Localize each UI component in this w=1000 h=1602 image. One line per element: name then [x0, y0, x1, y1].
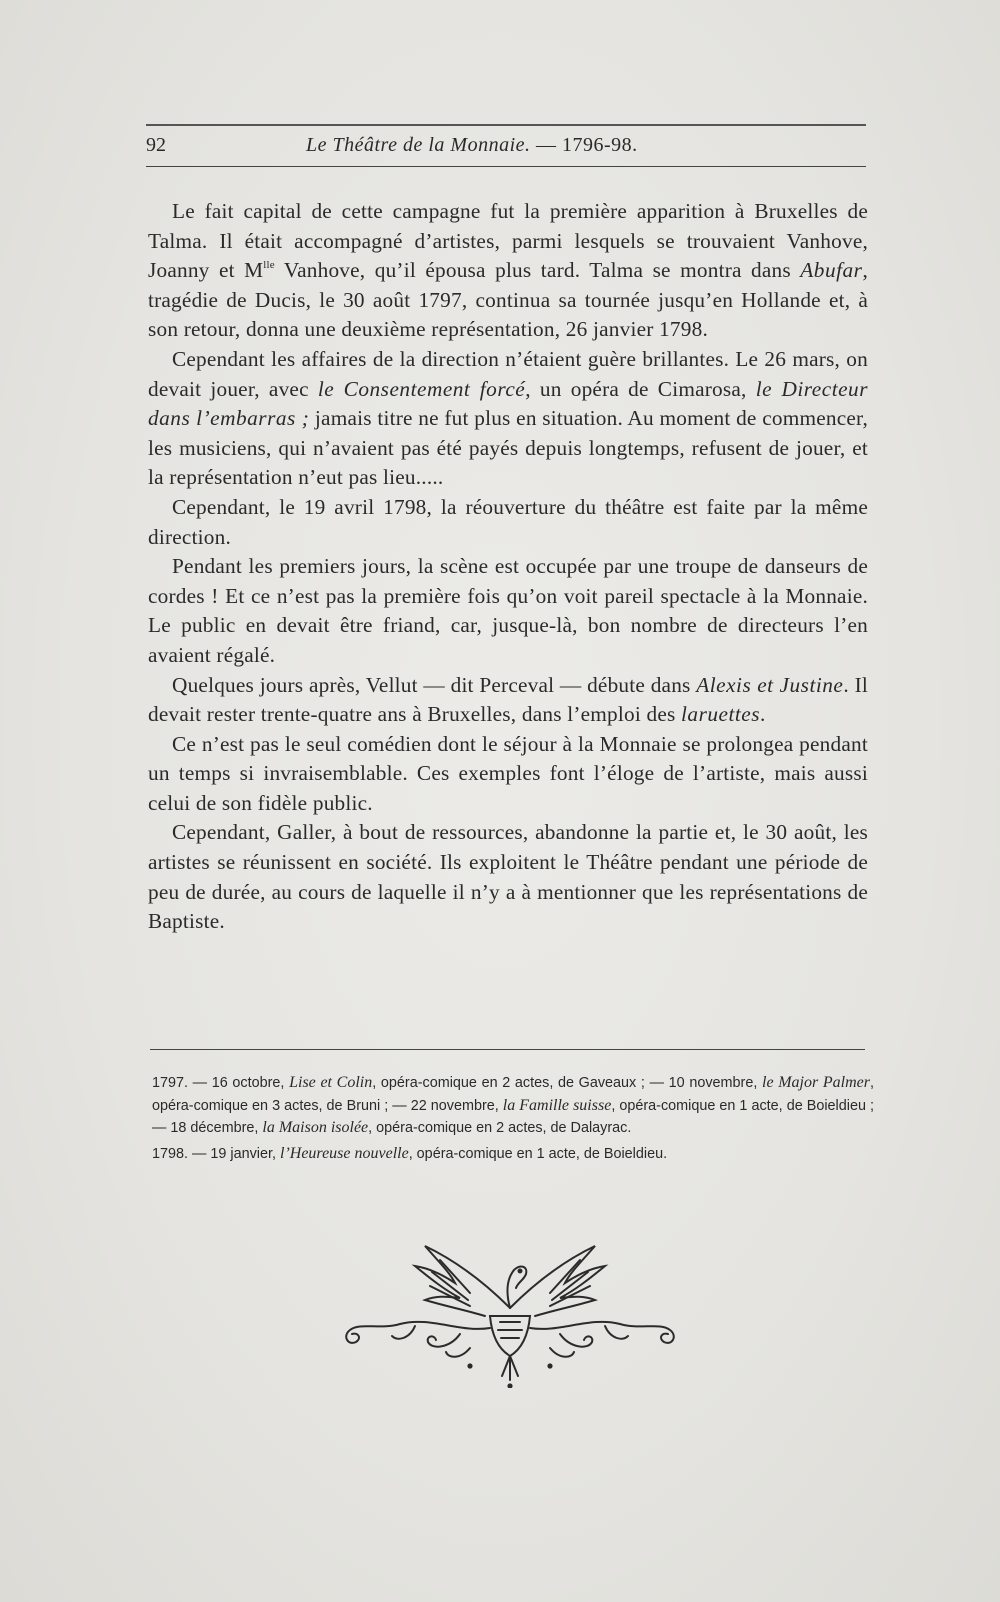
paragraph-5: Quelques jours après, Vellut — dit Perceval — débute dans Alexis et Justine. Il devait rester trente-quatre ans à Bruxelles, dans l’emploi des laruettes.	[148, 672, 868, 727]
running-title: Le Théâtre de la Monnaie. — 1796-98.	[306, 134, 638, 156]
paragraph-4: Pendant les premiers jours, la scène est occupée par une troupe de danseurs de cordes ! Et ce n’est pas la première fois qu’on voit pareil spectacle à la Monnaie. Le public en devait être friand, car, jusque-là, bon nombre de directeurs l’en avaient régalé.	[148, 554, 868, 667]
eagle-vignette-icon	[320, 1238, 700, 1388]
footnote-1798: 1798. — 19 janvier, l’Heureuse nouvelle, opéra-comique en 1 acte, de Boieldieu.	[152, 1144, 668, 1162]
paragraph-1: Le fait capital de cette campagne fut la première apparition à Bruxelles de Talma. Il était accompagné d’artistes, parmi lesquels se trouvaient Vanhove, Joanny et $M^{lle}$ Vanhove, qu’il épousa plus tard. Talma se montra dans Abufar, tragédie de Ducis, le 30 août 1797, continua sa tournée jusqu’en Hollande et, à son retour, donna une deuxième représentation, 26 janvier 1798.	[148, 199, 868, 342]
running-header	[146, 134, 866, 164]
paragraph-2: Cependant les affaires de la direction n’étaient guère brillantes. Le 26 mars, on devait jouer, avec le Consentement forcé, un opéra de Cimarosa, le Directeur dans l’embarras ; jamais titre ne fut plus en situation. Au moment de commencer, les musiciens, qui n’avaient pas été payés depuis longtemps, refusent de jouer, et la représentation n’eut pas lieu.....	[148, 346, 868, 490]
paragraph-6: Ce n’est pas le seul comédien dont le séjour à la Monnaie se prolongea pendant un temps si invraisemblable. Ces exemples font l’éloge de l’artiste, mais aussi celui de son fidèle public.	[148, 731, 868, 815]
top-rule	[146, 124, 866, 126]
footnotes	[152, 1072, 874, 1168]
footnote-rule	[150, 1049, 865, 1050]
main-text	[148, 197, 868, 937]
paragraph-3: Cependant, le 19 avril 1798, la réouverture du théâtre est faite par la même direction.	[148, 494, 868, 549]
paragraph-7: Cependant, Galler, à bout de ressources, abandonne la partie et, le 30 août, les artistes se réunissent en société. Ils exploitent le Théâtre pendant une période de peu de durée, au cours de laquelle il n’y a à mentionner que les représentations de Baptiste.	[148, 820, 868, 934]
page-number: 92	[146, 134, 166, 156]
footnote-1797: 1797. — 16 octobre, Lise et Colin, opéra-comique en 2 actes, de Gaveaux ; — 10 novembre, le Major Palmer, opéra-comique en 3 actes, de Bruni ; — 22 novembre, la Famille suisse, opéra-comique en 1 acte, de Boieldieu ; — 18 décembre, la Maison isolée, opéra-comique en 2 actes, de Dalayrac.	[152, 1074, 874, 1136]
header-rule	[146, 166, 866, 167]
